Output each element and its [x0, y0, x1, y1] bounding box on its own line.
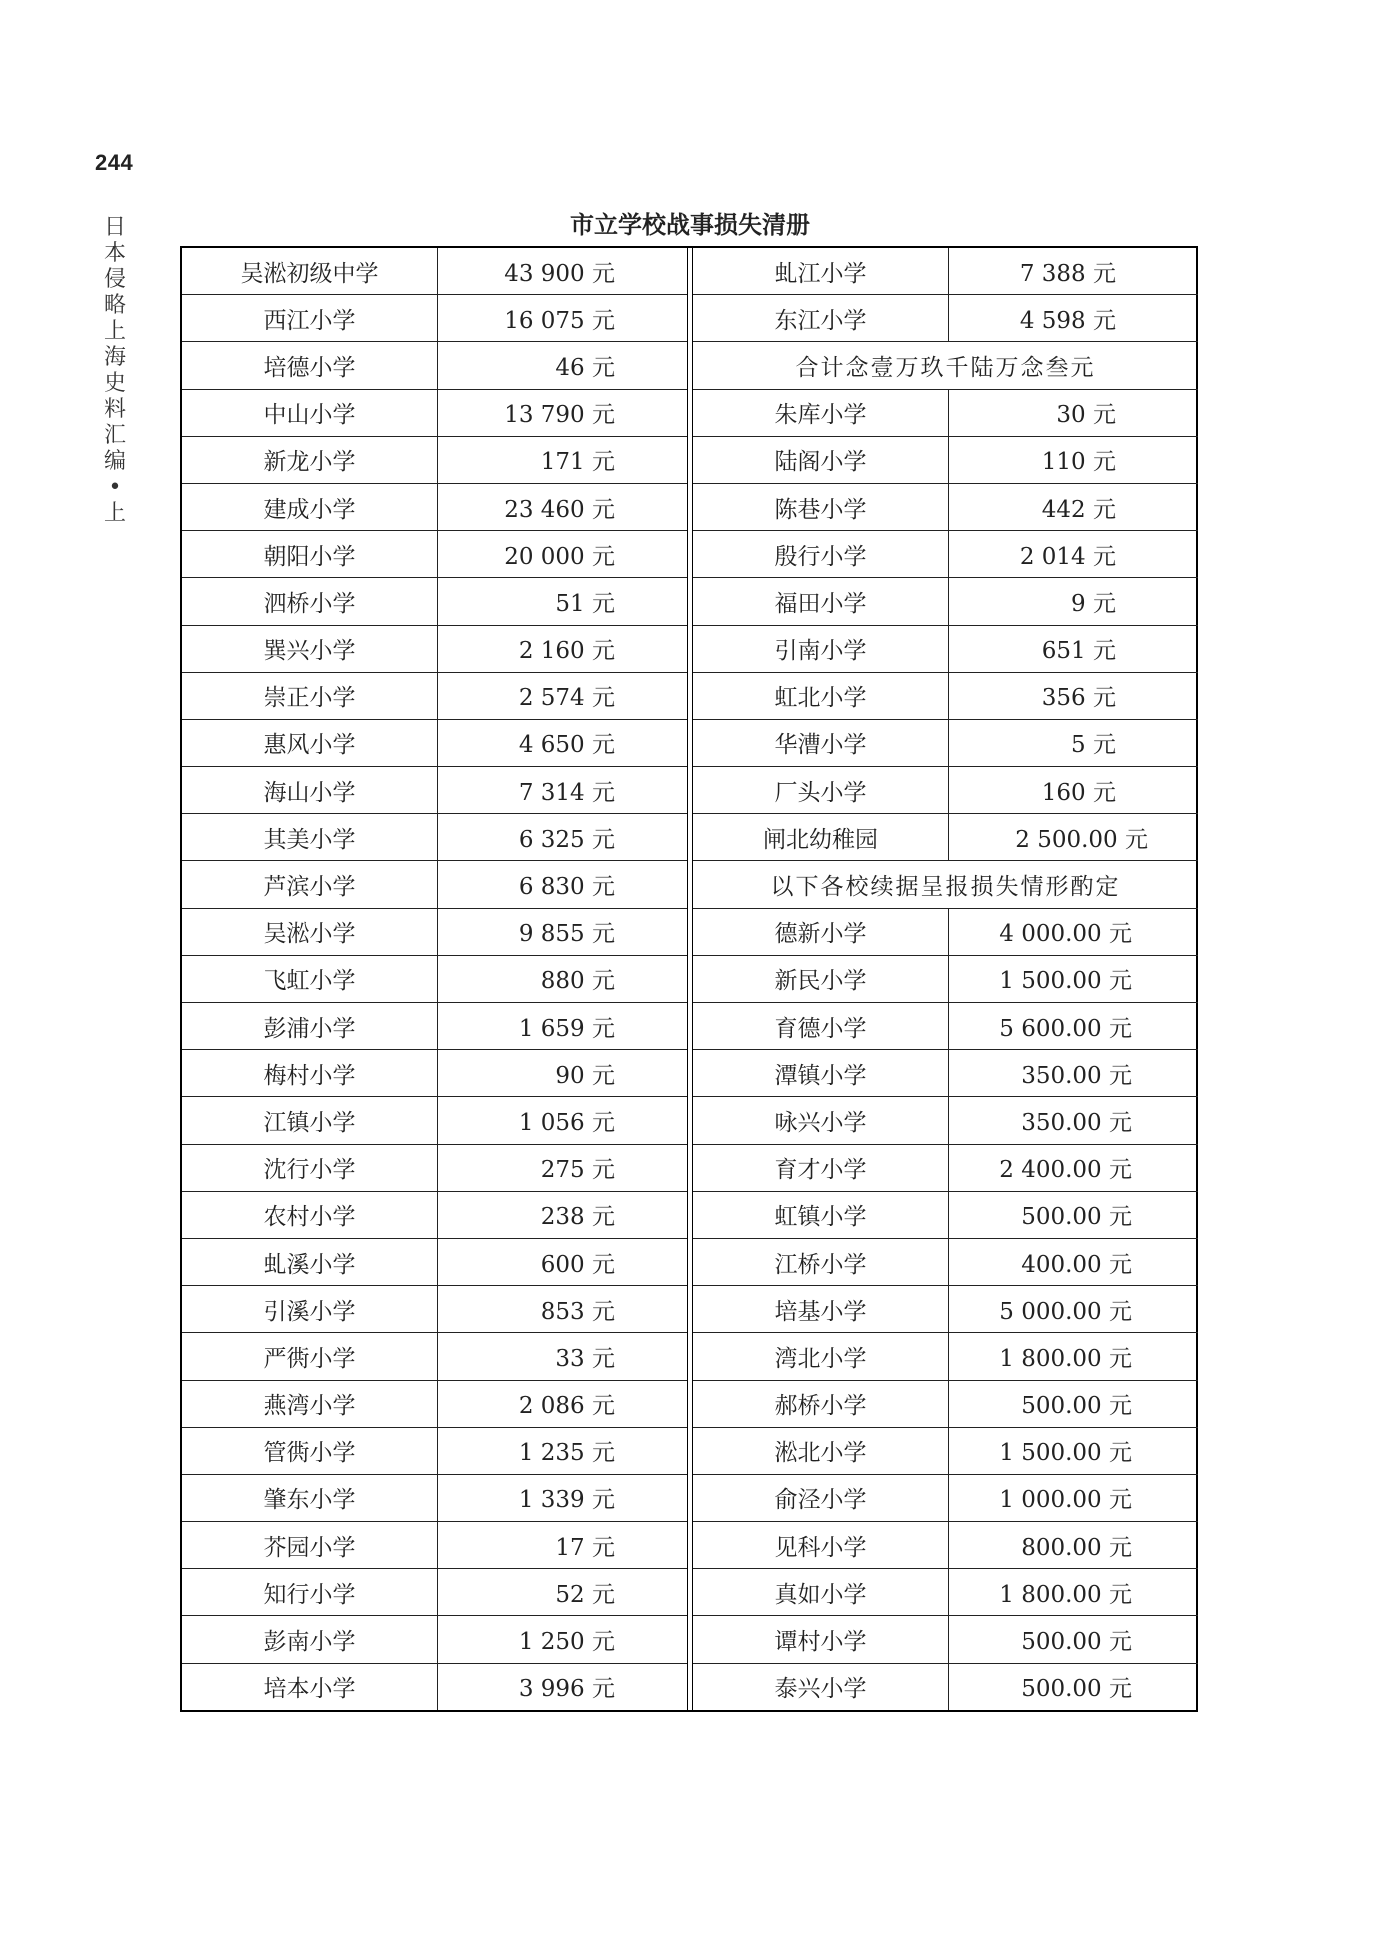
school-name: 真如小学 [693, 1569, 949, 1616]
table-row [693, 483, 1198, 530]
loss-amount: 2 014 元 [949, 531, 1199, 578]
loss-amount: 356 元 [949, 672, 1199, 719]
loss-amount: 43 900 元 [438, 248, 688, 295]
table-row [693, 861, 1198, 908]
school-name: 严衖小学 [182, 1333, 438, 1380]
school-name: 农村小学 [182, 1191, 438, 1238]
school-name: 虹北小学 [693, 672, 949, 719]
right-table-body [693, 248, 1198, 1710]
table-row [693, 1427, 1198, 1474]
school-name: 咏兴小学 [693, 1097, 949, 1144]
table-row [693, 908, 1198, 955]
table-row [693, 625, 1198, 672]
table-row [182, 1191, 687, 1238]
school-name: 其美小学 [182, 814, 438, 861]
loss-amount: 23 460 元 [438, 483, 688, 530]
school-name: 江桥小学 [693, 1238, 949, 1285]
school-name: 俞泾小学 [693, 1474, 949, 1521]
school-name: 陈巷小学 [693, 483, 949, 530]
loss-amount: 7 388 元 [949, 248, 1199, 295]
table-row [182, 861, 687, 908]
table-row [693, 1474, 1198, 1521]
loss-amount: 1 500.00 元 [949, 1427, 1199, 1474]
loss-amount: 5 600.00 元 [949, 1003, 1199, 1050]
school-name: 陆阁小学 [693, 436, 949, 483]
table-row [693, 1238, 1198, 1285]
school-name: 芥园小学 [182, 1522, 438, 1569]
loss-amount: 500.00 元 [949, 1616, 1199, 1663]
table-row [182, 625, 687, 672]
table-row [182, 1616, 687, 1663]
loss-amount: 500.00 元 [949, 1380, 1199, 1427]
loss-amount: 800.00 元 [949, 1522, 1199, 1569]
table-row [182, 1333, 687, 1380]
school-name: 泗桥小学 [182, 578, 438, 625]
school-name: 谭村小学 [693, 1616, 949, 1663]
table-row [693, 1569, 1198, 1616]
table-row [693, 389, 1198, 436]
school-name: 湾北小学 [693, 1333, 949, 1380]
table-row [693, 248, 1198, 295]
table-row [182, 672, 687, 719]
table-row [693, 1522, 1198, 1569]
school-name: 巽兴小学 [182, 625, 438, 672]
school-name: 培德小学 [182, 342, 438, 389]
loss-amount: 238 元 [438, 1191, 688, 1238]
loss-amount: 4 650 元 [438, 719, 688, 766]
table-row [182, 248, 687, 295]
loss-amount: 4 598 元 [949, 295, 1199, 342]
loss-amount: 1 339 元 [438, 1474, 688, 1521]
loss-amount: 20 000 元 [438, 531, 688, 578]
loss-amount: 171 元 [438, 436, 688, 483]
loss-amount: 5 元 [949, 719, 1199, 766]
table-note: 以下各校续据呈报损失情形酌定 [693, 861, 1198, 908]
left-column [182, 248, 687, 1710]
table-row [693, 719, 1198, 766]
loss-amount: 500.00 元 [949, 1191, 1199, 1238]
school-name: 梅村小学 [182, 1050, 438, 1097]
loss-amount: 350.00 元 [949, 1097, 1199, 1144]
running-title: 日本侵略上海史料汇编•上 [103, 215, 126, 526]
loss-amount: 7 314 元 [438, 767, 688, 814]
loss-amount: 30 元 [949, 389, 1199, 436]
loss-amount: 90 元 [438, 1050, 688, 1097]
loss-amount: 1 235 元 [438, 1427, 688, 1474]
table-row [182, 1474, 687, 1521]
loss-amount: 6 325 元 [438, 814, 688, 861]
loss-amount: 2 574 元 [438, 672, 688, 719]
table-row [182, 389, 687, 436]
loss-amount: 1 659 元 [438, 1003, 688, 1050]
loss-amount: 880 元 [438, 955, 688, 1002]
table-row [182, 1380, 687, 1427]
loss-amount: 275 元 [438, 1144, 688, 1191]
loss-amount: 51 元 [438, 578, 688, 625]
loss-amount: 2 500.00 元 [949, 814, 1199, 861]
school-name: 淞北小学 [693, 1427, 949, 1474]
school-name: 新民小学 [693, 955, 949, 1002]
school-name: 育才小学 [693, 1144, 949, 1191]
left-table-body [182, 248, 687, 1710]
school-name: 朱库小学 [693, 389, 949, 436]
table-row [693, 1663, 1198, 1710]
school-name: 朝阳小学 [182, 531, 438, 578]
loss-table [180, 246, 1198, 1712]
school-name: 虬溪小学 [182, 1238, 438, 1285]
school-name: 育德小学 [693, 1003, 949, 1050]
school-name: 燕湾小学 [182, 1380, 438, 1427]
table-row [693, 1286, 1198, 1333]
school-name: 引溪小学 [182, 1286, 438, 1333]
table-row [693, 672, 1198, 719]
table-note: 合计念壹万玖千陆万念叁元 [693, 342, 1198, 389]
table-row [182, 767, 687, 814]
school-name: 福田小学 [693, 578, 949, 625]
table-row [693, 1333, 1198, 1380]
school-name: 新龙小学 [182, 436, 438, 483]
table-row [182, 342, 687, 389]
school-name: 惠风小学 [182, 719, 438, 766]
loss-amount: 9 855 元 [438, 908, 688, 955]
school-name: 建成小学 [182, 483, 438, 530]
loss-amount: 350.00 元 [949, 1050, 1199, 1097]
school-name: 泰兴小学 [693, 1663, 949, 1710]
right-column [693, 248, 1198, 1710]
table-row [693, 578, 1198, 625]
table-row [693, 814, 1198, 861]
loss-amount: 110 元 [949, 436, 1199, 483]
table-row [182, 1003, 687, 1050]
loss-amount: 400.00 元 [949, 1238, 1199, 1285]
table-row [693, 767, 1198, 814]
school-name: 吴淞小学 [182, 908, 438, 955]
school-name: 虹镇小学 [693, 1191, 949, 1238]
school-name: 崇正小学 [182, 672, 438, 719]
loss-amount: 9 元 [949, 578, 1199, 625]
table-row [182, 1097, 687, 1144]
school-name: 肇东小学 [182, 1474, 438, 1521]
school-name: 知行小学 [182, 1569, 438, 1616]
loss-amount: 16 075 元 [438, 295, 688, 342]
school-name: 西江小学 [182, 295, 438, 342]
table-row [693, 1050, 1198, 1097]
page-number: 244 [95, 150, 134, 175]
school-name: 见科小学 [693, 1522, 949, 1569]
school-name: 闸北幼稚园 [693, 814, 949, 861]
school-name: 培本小学 [182, 1663, 438, 1710]
table-row [693, 342, 1198, 389]
loss-amount: 4 000.00 元 [949, 908, 1199, 955]
table-row [182, 1144, 687, 1191]
school-name: 沈行小学 [182, 1144, 438, 1191]
loss-amount: 1 800.00 元 [949, 1569, 1199, 1616]
table-row [693, 1616, 1198, 1663]
loss-amount: 2 160 元 [438, 625, 688, 672]
table-row [182, 295, 687, 342]
school-name: 中山小学 [182, 389, 438, 436]
loss-amount: 442 元 [949, 483, 1199, 530]
school-name: 东江小学 [693, 295, 949, 342]
school-name: 潭镇小学 [693, 1050, 949, 1097]
table-row [182, 436, 687, 483]
school-name: 虬江小学 [693, 248, 949, 295]
loss-amount: 2 086 元 [438, 1380, 688, 1427]
school-name: 德新小学 [693, 908, 949, 955]
school-name: 江镇小学 [182, 1097, 438, 1144]
loss-amount: 1 250 元 [438, 1616, 688, 1663]
school-name: 海山小学 [182, 767, 438, 814]
table-row [182, 1569, 687, 1616]
table-row [182, 483, 687, 530]
loss-amount: 52 元 [438, 1569, 688, 1616]
loss-amount: 17 元 [438, 1522, 688, 1569]
loss-amount: 160 元 [949, 767, 1199, 814]
table-row [182, 578, 687, 625]
table-row [693, 1144, 1198, 1191]
table-row [182, 1427, 687, 1474]
loss-amount: 6 830 元 [438, 861, 688, 908]
school-name: 彭浦小学 [182, 1003, 438, 1050]
school-name: 管衖小学 [182, 1427, 438, 1474]
loss-amount: 651 元 [949, 625, 1199, 672]
school-name: 华漕小学 [693, 719, 949, 766]
table-row [693, 295, 1198, 342]
table-row [182, 531, 687, 578]
school-name: 培基小学 [693, 1286, 949, 1333]
loss-amount: 600 元 [438, 1238, 688, 1285]
loss-amount: 2 400.00 元 [949, 1144, 1199, 1191]
school-name: 厂头小学 [693, 767, 949, 814]
table-row [693, 1380, 1198, 1427]
table-row [693, 955, 1198, 1002]
table-title: 市立学校战事损失清册 [570, 211, 810, 239]
school-name: 郝桥小学 [693, 1380, 949, 1427]
table-row [693, 1003, 1198, 1050]
table-row [182, 1663, 687, 1710]
loss-amount: 500.00 元 [1021, 1676, 1132, 1703]
loss-amount: 1 056 元 [438, 1097, 688, 1144]
school-name: 殷行小学 [693, 531, 949, 578]
school-name: 芦滨小学 [182, 861, 438, 908]
table-row [182, 955, 687, 1002]
table-row [693, 531, 1198, 578]
loss-amount: 853 元 [438, 1286, 688, 1333]
table-row [182, 1050, 687, 1097]
school-name: 彭南小学 [182, 1616, 438, 1663]
loss-amount: 33 元 [438, 1333, 688, 1380]
loss-amount: 5 000.00 元 [949, 1286, 1199, 1333]
loss-amount: 46 元 [438, 342, 688, 389]
school-name: 飞虹小学 [182, 955, 438, 1002]
table-row [182, 908, 687, 955]
table-row [182, 1286, 687, 1333]
loss-amount: 1 000.00 元 [949, 1474, 1199, 1521]
table-row [182, 719, 687, 766]
table-row [693, 1191, 1198, 1238]
table-row [693, 436, 1198, 483]
loss-amount: 13 790 元 [438, 389, 688, 436]
loss-amount: 1 500.00 元 [949, 955, 1199, 1002]
table-row [182, 1522, 687, 1569]
loss-amount: 1 800.00 元 [949, 1333, 1199, 1380]
school-name: 吴淞初级中学 [182, 248, 438, 295]
table-row [693, 1097, 1198, 1144]
school-name: 引南小学 [693, 625, 949, 672]
table-row [182, 1238, 687, 1285]
loss-amount: 3 996 元 [518, 1676, 615, 1703]
table-row [182, 814, 687, 861]
